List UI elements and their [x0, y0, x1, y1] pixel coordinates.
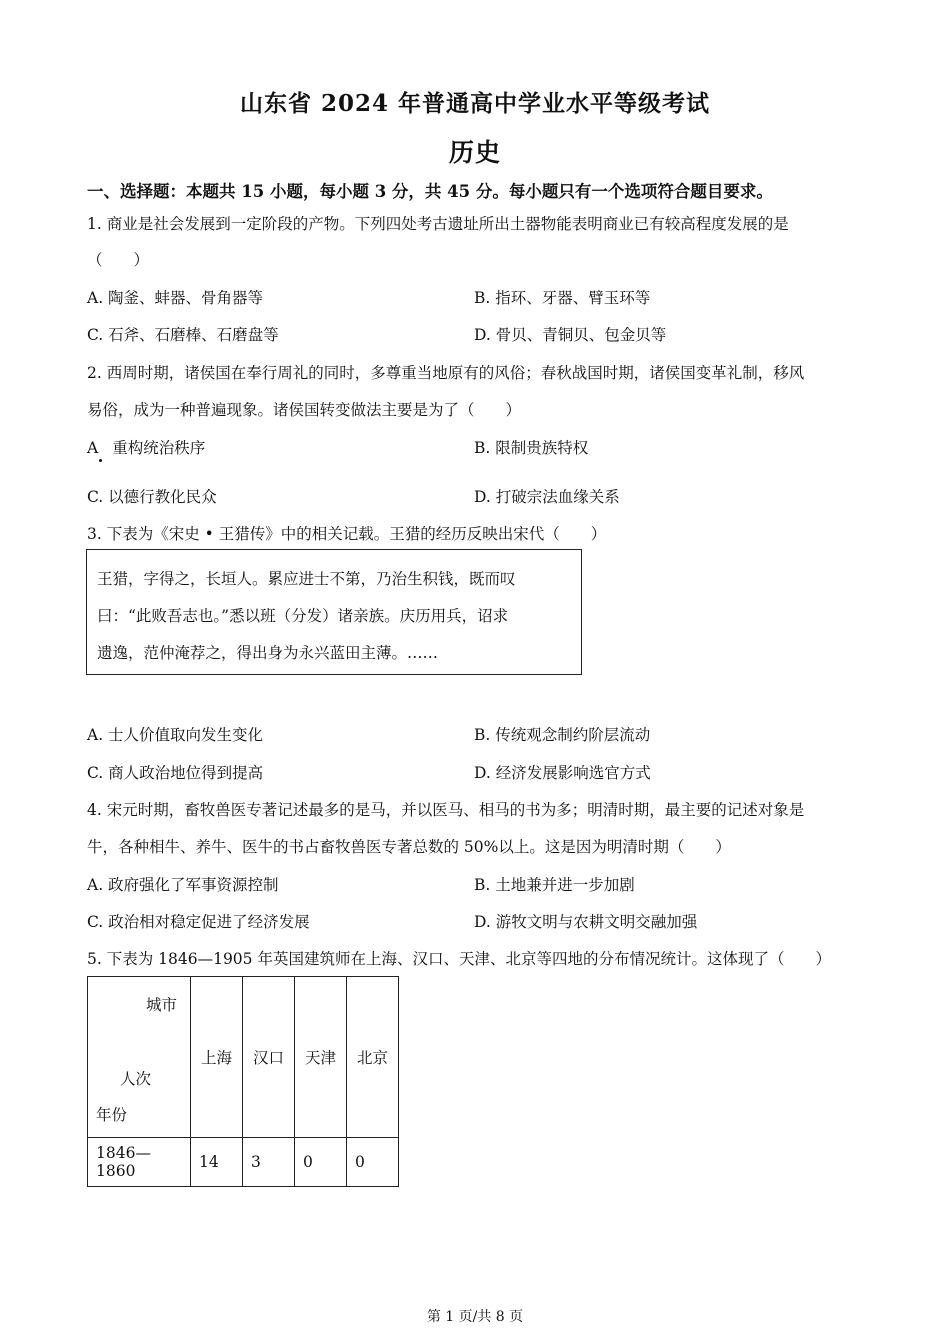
city-header-beijing: 北京	[347, 977, 399, 1138]
q3-quote-box	[86, 549, 582, 675]
q4-option-a: A. 政府强化了军事资源控制	[87, 876, 279, 894]
row-value-hankou: 3	[243, 1138, 295, 1187]
q2-option-c: C. 以德行教化民众	[87, 488, 217, 506]
option-dot-mark	[99, 459, 102, 462]
table-row	[88, 1138, 399, 1187]
corner-city-label: 城市	[146, 996, 178, 1014]
table-header-row	[88, 977, 399, 1138]
q3-quote-line: 遗逸，范仲淹荐之，得出身为永兴蓝田主薄。……	[97, 644, 439, 662]
q3-option-d: D. 经济发展影响选官方式	[474, 764, 651, 782]
q4-option-b: B. 土地兼并进一步加剧	[474, 876, 635, 894]
row-value-tianjin: 0	[295, 1138, 347, 1187]
corner-year-label: 年份	[96, 1106, 128, 1124]
exam-title: 山东省 2024 年普通高中学业水平等级考试	[239, 90, 711, 117]
page-footer: 第 1 页/共 8 页	[426, 1309, 524, 1325]
section-heading: 一、选择题：本题共 15 小题，每小题 3 分，共 45 分。每小题只有一个选项符合题目要求。	[87, 182, 773, 201]
q3-option-b: B. 传统观念制约阶层流动	[474, 726, 651, 744]
q4-stem: 4. 宋元时期，畜牧兽医专著记述最多的是马，并以医马、相马的书为多；明清时期，最主要的记述对象是	[87, 801, 805, 819]
q2-stem: 2. 西周时期，诸侯国在奉行周礼的同时，多尊重当地原有的风俗；春秋战国时期，诸侯国变革礼制，移风	[87, 364, 805, 382]
q5-data-table	[87, 976, 399, 1187]
q2-stem-cont: 易俗，成为一种普遍现象。诸侯国转变做法主要是为了（ ）	[87, 401, 522, 419]
q4-stem-cont: 牛，各种相牛、养牛、医牛的书占畜牧兽医专著总数的 50%以上。这是因为明清时期（ ）	[87, 838, 731, 856]
city-header-hankou: 汉口	[243, 977, 295, 1138]
q3-stem: 3. 下表为《宋史 • 王猎传》中的相关记载。王猎的经历反映出宋代（ ）	[87, 525, 607, 543]
q2-option-d: D. 打破宗法血缘关系	[474, 488, 620, 506]
q3-quote-line: 王猎，字得之，长垣人。累应进士不第，乃治生积钱，既而叹	[97, 570, 516, 588]
q2-option-a-label: A	[87, 439, 99, 457]
q1-stem: 1. 商业是社会发展到一定阶段的产物。下列四处考古遗址所出土器物能表明商业已有较高程度发展的是	[87, 215, 789, 233]
q1-option-a: A. 陶釜、蚌器、骨角器等	[87, 289, 264, 307]
q2-option-b: B. 限制贵族特权	[474, 439, 589, 457]
q2-option-a-text: 重构统治秩序	[112, 439, 206, 457]
q1-option-d: D. 骨贝、青铜贝、包金贝等	[474, 326, 667, 344]
q2-option-a	[87, 436, 205, 458]
subject-title: 历史	[448, 138, 501, 167]
q1-option-b: B. 指环、牙器、臂玉环等	[474, 289, 651, 307]
q1-stem-blank: （ ）	[87, 251, 150, 269]
q3-quote-line: 曰：“此败吾志也。”悉以班（分发）诸亲族。庆历用兵，诏求	[97, 607, 509, 625]
q3-option-a: A. 士人价值取向发生变化	[87, 726, 264, 744]
q4-option-d: D. 游牧文明与农耕文明交融加强	[474, 913, 698, 931]
table-corner-header	[88, 977, 191, 1138]
q5-stem: 5. 下表为 1846—1905 年英国建筑师在上海、汉口、天津、北京等四地的分布情况统计。这体现了（ ）	[87, 950, 831, 968]
q3-option-c: C. 商人政治地位得到提高	[87, 764, 264, 782]
city-header-tianjin: 天津	[295, 977, 347, 1138]
row-value-beijing: 0	[347, 1138, 399, 1187]
row-value-shanghai: 14	[191, 1138, 243, 1187]
q4-option-c: C. 政治相对稳定促进了经济发展	[87, 913, 310, 931]
corner-count-label: 人次	[120, 1070, 152, 1088]
q1-option-c: C. 石斧、石磨棒、石磨盘等	[87, 326, 279, 344]
city-header-shanghai: 上海	[191, 977, 243, 1138]
row-period: 1846—1860	[88, 1138, 191, 1187]
